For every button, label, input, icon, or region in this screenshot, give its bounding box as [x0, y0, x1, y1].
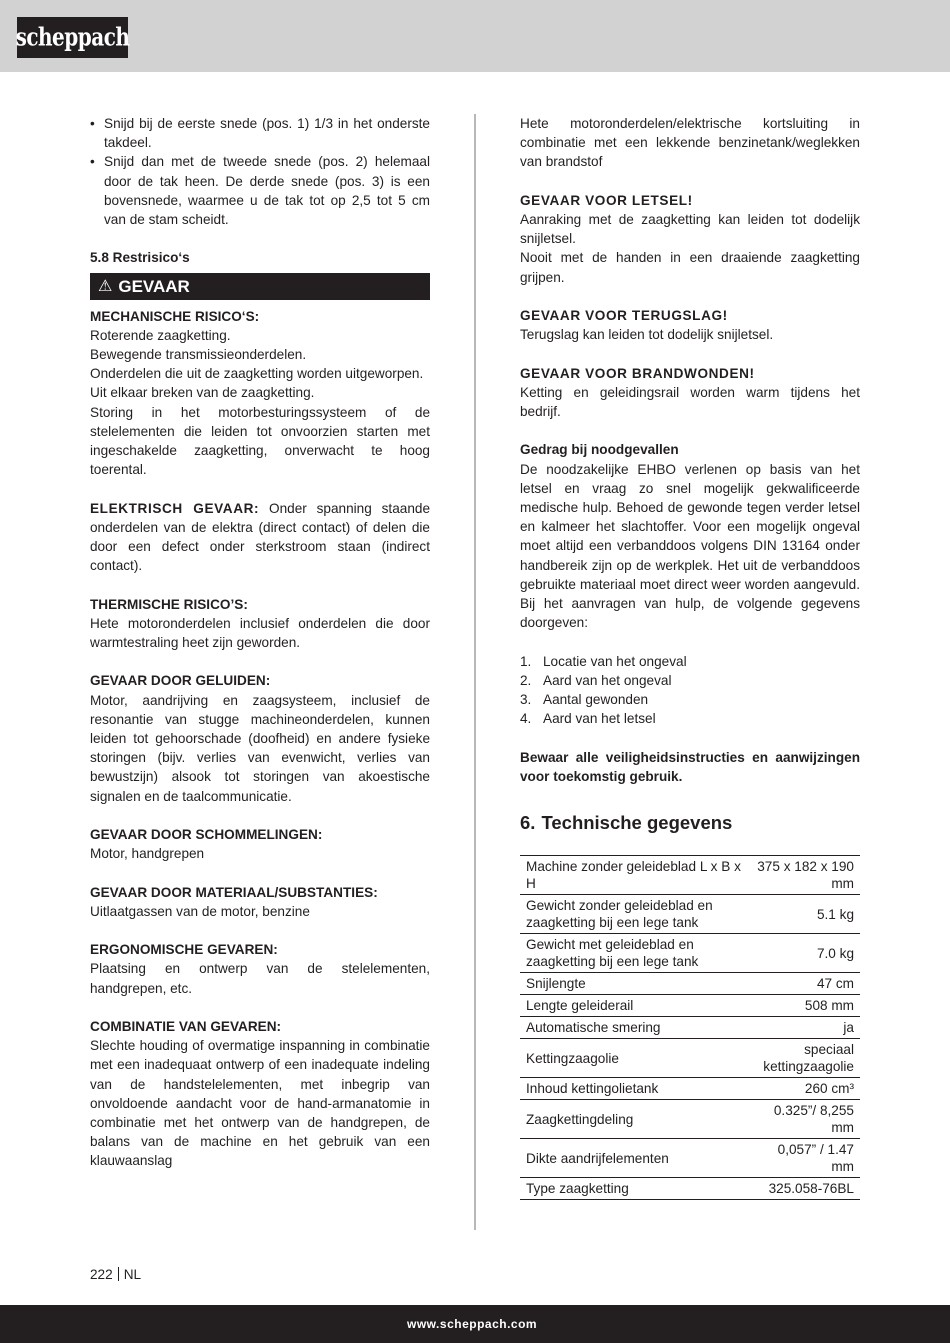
letsel-line: Aanraking met de zaagketting kan leiden tot dodelijk snijletsel. [520, 212, 860, 247]
schom-title: GEVAAR DOOR SCHOMMELINGEN: [90, 827, 323, 843]
table-row: Gewicht met geleideblad en zaagketting bij een lege tank 7.0 kg [520, 934, 860, 973]
section-title: 6. Technische gegevens [520, 812, 733, 834]
brand-logo [17, 17, 128, 58]
intro-text: Hete motoronderdelen/elektrische kortsluiting in combinatie met een lekkende benzinetank/weglekken van brandstof [520, 116, 860, 170]
list-item: 1. Locatie van het ongeval [520, 653, 687, 669]
mech-title: MECHANISCHE RISICO‘S: [90, 308, 260, 324]
therm-text: Hete motoronderdelen inclusief onderdelen die door warmtestraling heet zijn geworden. [90, 615, 430, 651]
table-row: Kettingzaagolie speciaal kettingzaagolie [520, 1039, 860, 1078]
table-row: Lengte geleiderail 508 mm [520, 995, 860, 1017]
bewaar-note: Bewaar alle veiligheidsinstructies en aanwijzingen voor toekomstig gebruik. [520, 749, 860, 784]
spec-table [520, 855, 860, 1200]
page-separator [118, 1267, 119, 1281]
mech-line: Roterende zaagketting. [90, 327, 231, 343]
ergo-text: Plaatsing en ontwerp van de stelelementen, handgrepen, etc. [90, 961, 430, 996]
column-divider [474, 114, 476, 1230]
list-item: 3. Aantal gewonden [520, 692, 649, 708]
therm-title: THERMISCHE RISICO’S: [90, 596, 248, 612]
left-column [90, 114, 430, 1171]
mech-line: Onderdelen die uit de zaagketting worden uitgeworpen. [90, 366, 424, 382]
letsel-title: GEVAAR VOOR LETSEL! [520, 192, 693, 208]
geluid-title: GEVAAR DOOR GELUIDEN: [90, 673, 271, 689]
table-row: Type zaagketting 325.058-76BL [520, 1178, 860, 1200]
page-number: 222 NL [90, 1267, 142, 1282]
warning-triangle-icon: ⚠ [98, 277, 113, 295]
table-row: Automatische smering ja [520, 1017, 860, 1039]
brand-name: scheppach [15, 21, 130, 52]
table-row: Snijlengte 47 cm [520, 973, 860, 995]
geluid-text: Motor, aandrijving en zaagsysteem, inclusief de resonantie van stugge machineonderdelen, kunnen leiden tot gehoorschade (doofheid) en andere fysieke storingen (bijv. verlies van evenwicht, verlies van bewustzijn) alsook tot storingen van akoestische signalen en de taalcommunicatie. [90, 692, 430, 804]
mech-line: Uit elkaar breken van de zaagketting. [90, 385, 315, 401]
mech-line: Bewegende transmissieonderdelen. [90, 347, 307, 363]
comb-text: Slechte houding of overmatige inspanning in combinatie met een inadequaat ontwerp of een inadequate indeling van de handstelelementen, met inbegrip van onvoldoende aandacht voor de hand-armanatomie in combinatie met het ontwerp van de handgrepen, de balans van de machine en het gebruik van een klauwaanslag [90, 1038, 430, 1169]
heading-restrisico: 5.8 Restrisico‘s [90, 250, 190, 266]
table-row: Zaagkettingdeling 0.325”/ 8,255 mm [520, 1100, 860, 1139]
right-column [520, 114, 860, 1200]
footer-url[interactable]: www.scheppach.com [407, 1317, 538, 1331]
table-row: Dikte aandrijfelementen 0,057” / 1.47 mm [520, 1139, 860, 1178]
mat-text: Uitlaatgassen van de motor, benzine [90, 903, 310, 919]
elek-title: ELEKTRISCH GEVAAR: [90, 500, 260, 516]
elek-paragraph: ELEKTRISCH GEVAAR: Onder spanning staande onderdelen van de elektra (direct contact) of delen die door een defect onder sterkstroom staan (indirect contact). [90, 500, 431, 574]
bullet-list [90, 114, 430, 229]
emergency-steps [520, 652, 860, 729]
table-row: Gewicht zonder geleideblad en zaagketting bij een lege tank 5.1 kg [520, 895, 860, 934]
page-footer [0, 1305, 950, 1343]
list-item: • Snijd bij de eerste snede (pos. 1) 1/3 in het onderste takdeel. [90, 116, 430, 151]
ergo-title: ERGONOMISCHE GEVAREN: [90, 942, 278, 958]
letsel-line: Nooit met de handen in een draaiende zaagketting grijpen. [520, 250, 860, 285]
page-header [0, 0, 950, 72]
list-item: 4. Aard van het letsel [520, 711, 656, 727]
brand-title: GEVAAR VOOR BRANDWONDEN! [520, 365, 755, 381]
nood-title: Gedrag bij noodgevallen [520, 442, 679, 458]
table-row: Machine zonder geleideblad L x B x H 375 x 182 x 190 mm [520, 856, 860, 895]
danger-banner [90, 273, 430, 300]
terug-text: Terugslag kan leiden tot dodelijk snijletsel. [520, 327, 774, 343]
comb-title: COMBINATIE VAN GEVAREN: [90, 1019, 282, 1035]
mat-title: GEVAAR DOOR MATERIAAL/SUBSTANTIES: [90, 884, 378, 900]
terug-title: GEVAAR VOOR TERUGSLAG! [520, 308, 728, 323]
danger-label: GEVAAR [118, 276, 190, 296]
list-item: 2. Aard van het ongeval [520, 672, 672, 688]
schom-text: Motor, handgrepen [90, 846, 205, 862]
brand-text: Ketting en geleidingsrail worden warm tijdens het bedrijf. [520, 384, 860, 419]
list-item: • Snijd dan met de tweede snede (pos. 2) helemaal door de tak heen. De derde snede (pos. 3) is een bovensnede, waarmee u de tak tot op 2,5 tot 5 cm van de stam scheidt. [90, 154, 430, 228]
table-row: Inhoud kettingolietank 260 cm³ [520, 1078, 860, 1100]
nood-text: De noodzakelijke EHBO verlenen op basis van het letsel en vraag zo snel mogelijk gekwalificeerde medische hulp. Behoed de gewonde tegen verder letsel en kalmeer het slachtoffer. Voor een mogelijk ongeval moet altijd een verbanddoos volgens DIN 13164 onder handbereik zijn op de werkplek. Het uit de verbanddoos gebruikte materiaal moet direct weer worden aangevuld. Bij het aanvragen van hulp, de volgende gegevens doorgeven: [520, 461, 860, 631]
mech-line: Storing in het motorbesturingssysteem of de stelelementen die leiden tot onvoorzien starten met ingeschakelde zaagketting, onverwacht te hoog toerental. [90, 404, 430, 478]
